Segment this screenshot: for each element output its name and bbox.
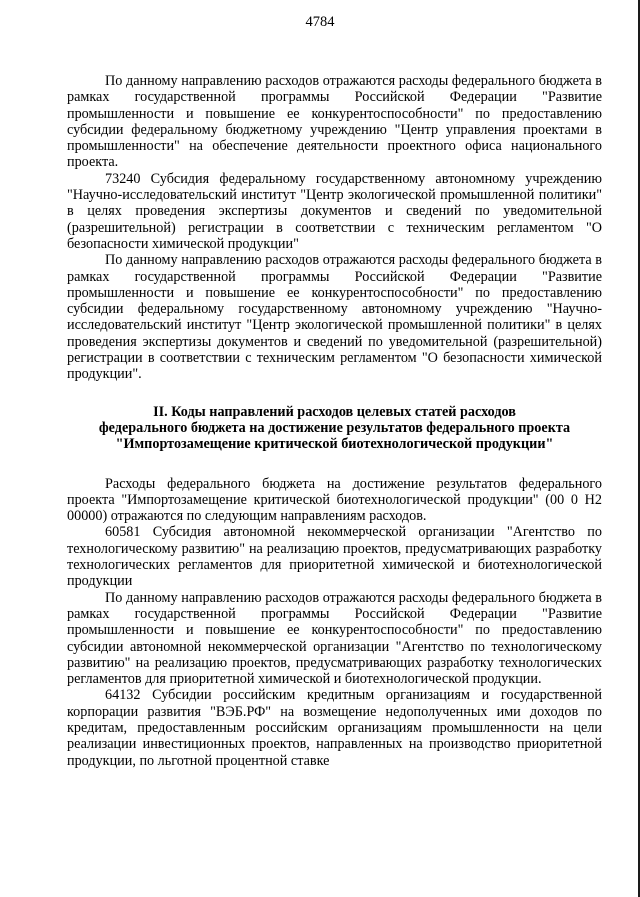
paragraph: 73240 Субсидия федеральному государственному автономному учреждению "Научно-исследовательский институт "Центр экологической промышленной политики" в целях проведения экспертизы документов и сведений по уведомительной (разрешительной) регистрации в соответствии с техническим регламентом "О безопасности химической продукции" xyxy=(67,170,602,252)
page-number: 4784 xyxy=(305,14,335,30)
paragraph: По данному направлению расходов отражаются расходы федерального бюджета в рамках государственной программы Российской Федерации "Развитие промышленности и повышение ее конкурентоспособности" по предоставлению субсидии федеральному государственному автономному учреждению "Научно-исследовательский институт "Центр экологической промышленной политики" в целях проведения экспертизы документов и сведений по уведомительной (разрешительной) регистрации в соответствии с техническим регламентом "О безопасности химической продукции". xyxy=(67,252,602,383)
paragraph: По данному направлению расходов отражаются расходы федерального бюджета в рамках государственной программы Российской Федерации "Развитие промышленности и повышение ее конкурентоспособности" по предоставлению субсидии автономной некоммерческой организации "Агентство по технологическому развитию" на реализацию проектов, предусматривающих разработку технологических регламентов для приоритетной химической и биотехнологической продукции. xyxy=(67,589,602,688)
section-title-line: федерального бюджета на достижение результатов федерального проекта xyxy=(98,419,571,436)
section-title-line: "Импортозамещение критической биотехнологической продукции" xyxy=(115,436,554,453)
section-title-line: II. Коды направлений расходов целевых статей расходов xyxy=(153,403,516,420)
section-title xyxy=(67,404,602,453)
paragraph: Расходы федерального бюджета на достижение результатов федерального проекта "Импортозамещение критической биотехнологической продукции" (00 0 Н2 00000) отражаются по следующим направлениям расходов. xyxy=(67,475,602,525)
document-body xyxy=(67,73,602,769)
paragraph: 64132 Субсидии российским кредитным организациям и государственной корпорации развития "ВЭБ.РФ" на возмещение недополученных ими доходов по кредитам, предоставленным российским организациям промышленности на цели реализации инвестиционных проектов, направленных на производство приоритетной продукции, по льготной процентной ставке xyxy=(67,687,602,769)
paragraph: По данному направлению расходов отражаются расходы федерального бюджета в рамках государственной программы Российской Федерации "Развитие промышленности и повышение ее конкурентоспособности" по предоставлению субсидии федеральному бюджетному учреждению "Центр управления проектами в промышленности" на обеспечение деятельности проектного офиса национального проекта. xyxy=(67,73,602,171)
paragraph: 60581 Субсидия автономной некоммерческой организации "Агентство по технологическому развитию" на реализацию проектов, предусматривающих разработку технологических регламентов для приоритетной химической и биотехнологической продукции xyxy=(67,524,602,590)
